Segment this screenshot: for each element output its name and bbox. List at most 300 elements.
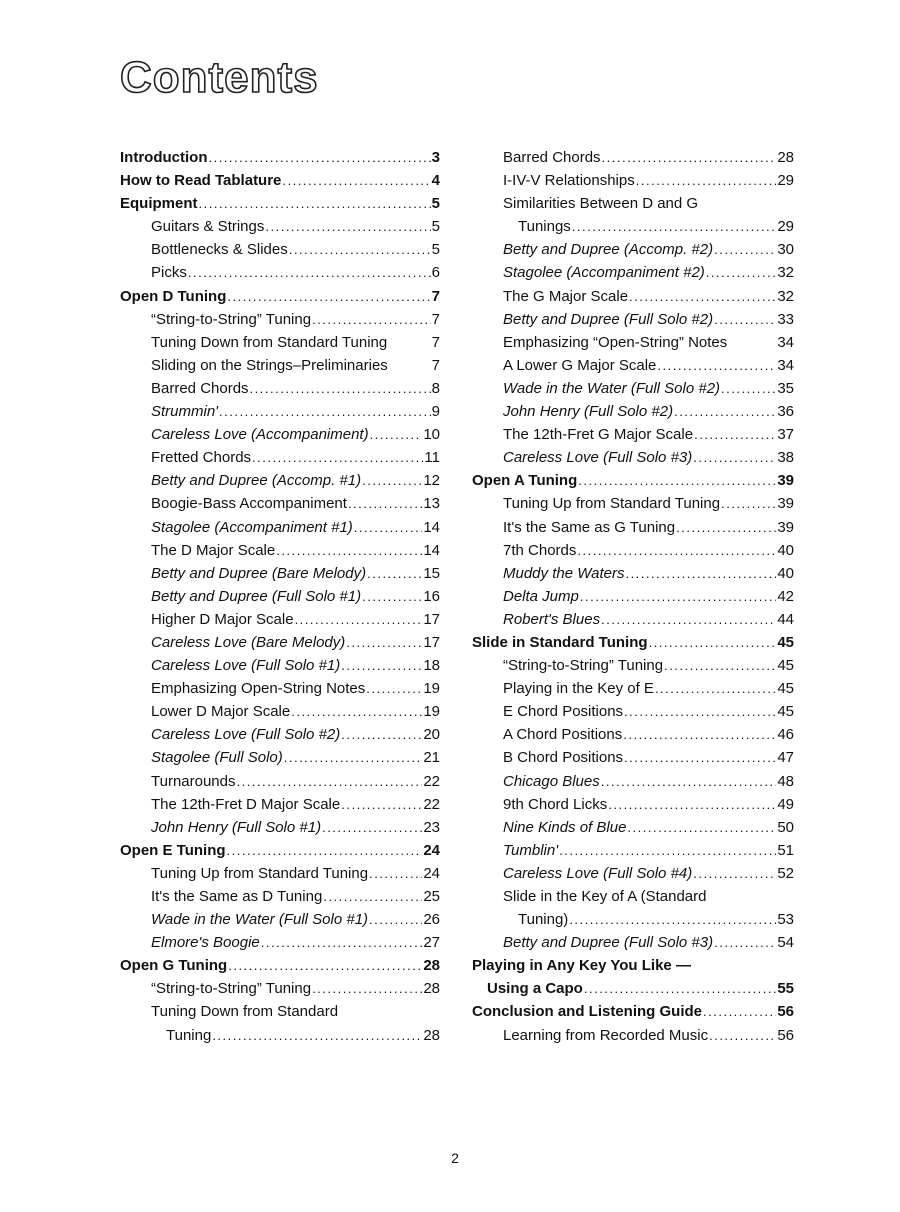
toc-entry bbox=[472, 862, 794, 885]
toc-entry-title: Tuning Down from Standard Tuning bbox=[151, 333, 388, 351]
toc-entry-title: Equipment bbox=[120, 195, 198, 213]
toc-leader-dots bbox=[362, 469, 422, 492]
toc-entry-title: Barred Chords bbox=[151, 379, 249, 397]
toc-entry-page: 34 bbox=[777, 333, 794, 351]
toc-leader-dots bbox=[366, 677, 422, 700]
toc-entry-title: Careless Love (Full Solo #3) bbox=[503, 449, 693, 467]
toc-entry-page: 4 bbox=[431, 172, 440, 190]
toc-leader-dots bbox=[624, 700, 776, 723]
toc-leader-dots bbox=[199, 192, 431, 215]
toc-entry-title: Robert's Blues bbox=[503, 610, 601, 628]
toc-leader-dots bbox=[369, 908, 422, 931]
toc-entry-title: Open D Tuning bbox=[120, 287, 227, 305]
toc-entry bbox=[472, 331, 794, 354]
toc-leader-dots bbox=[676, 516, 776, 539]
toc-leader-dots bbox=[580, 585, 776, 608]
toc-entry bbox=[120, 423, 440, 446]
toc-entry-page: 26 bbox=[423, 911, 440, 929]
toc-leader-dots bbox=[341, 793, 422, 816]
toc-entry bbox=[120, 400, 440, 423]
toc-entry bbox=[472, 146, 794, 169]
toc-entry-page: 28 bbox=[423, 957, 440, 975]
toc-entry bbox=[120, 677, 440, 700]
toc-entry-page: 9 bbox=[431, 403, 440, 421]
toc-entry-title: Muddy the Waters bbox=[503, 564, 625, 582]
toc-entry bbox=[120, 770, 440, 793]
toc-leader-dots bbox=[322, 816, 422, 839]
toc-entry bbox=[120, 862, 440, 885]
toc-entry-title: John Henry (Full Solo #2) bbox=[503, 403, 674, 421]
toc-entry-page: 45 bbox=[777, 633, 794, 651]
toc-leader-dots bbox=[227, 285, 430, 308]
toc-entry-title: Betty and Dupree (Bare Melody) bbox=[151, 564, 367, 582]
toc-entry-title: Lower D Major Scale bbox=[151, 703, 291, 721]
toc-entry-title: Emphasizing Open-String Notes bbox=[151, 680, 366, 698]
toc-leader-dots bbox=[312, 308, 431, 331]
toc-leader-dots bbox=[693, 862, 776, 885]
toc-entry-page: 25 bbox=[423, 888, 440, 905]
toc-entry-page: 38 bbox=[777, 449, 794, 467]
toc-entry-title: Boogie-Bass Accompaniment bbox=[151, 495, 347, 513]
toc-entry-title: Playing in the Key of E bbox=[503, 680, 654, 698]
toc-entry-page: 12 bbox=[423, 472, 440, 490]
toc-entry bbox=[472, 839, 794, 862]
toc-leader-dots bbox=[282, 169, 430, 192]
toc-entry-title: Similarities Between D and G bbox=[503, 195, 699, 213]
toc-entry-title: It's the Same as G Tuning bbox=[503, 518, 676, 536]
toc-entry-page: 3 bbox=[431, 149, 440, 166]
toc-entry-title: Betty and Dupree (Full Solo #3) bbox=[503, 934, 714, 952]
toc-entry-page: 16 bbox=[423, 587, 440, 605]
toc-entry-page: 42 bbox=[777, 587, 794, 605]
toc-leader-dots bbox=[227, 839, 423, 862]
toc-entry bbox=[472, 285, 794, 308]
toc-leader-dots bbox=[265, 215, 430, 238]
toc-entry bbox=[120, 1024, 440, 1047]
toc-entry-page: 5 bbox=[431, 241, 440, 259]
toc-entry-page: 32 bbox=[777, 287, 794, 305]
toc-leader-dots bbox=[341, 723, 422, 746]
toc-entry bbox=[472, 215, 794, 238]
toc-entry-page: 40 bbox=[777, 541, 794, 559]
toc-entry-page: 53 bbox=[777, 911, 794, 929]
toc-entry-page: 29 bbox=[777, 172, 794, 190]
toc-entry bbox=[472, 585, 794, 608]
toc-entry bbox=[472, 516, 794, 539]
toc-entry bbox=[120, 839, 440, 862]
toc-entry bbox=[120, 539, 440, 562]
toc-entry-title: The D Major Scale bbox=[151, 541, 276, 559]
toc-entry bbox=[472, 770, 794, 793]
toc-entry-page: 22 bbox=[423, 795, 440, 813]
toc-entry-title: John Henry (Full Solo #1) bbox=[151, 818, 322, 836]
toc-entry bbox=[472, 539, 794, 562]
toc-entry-title: Stagolee (Full Solo) bbox=[151, 749, 283, 767]
toc-entry-page: 56 bbox=[777, 1026, 794, 1044]
toc-entry-title: 9th Chord Licks bbox=[503, 795, 608, 813]
toc-entry-page: 46 bbox=[777, 726, 794, 744]
toc-entry-page: 14 bbox=[423, 541, 440, 559]
toc-entry-page: 7 bbox=[431, 287, 440, 305]
toc-leader-dots bbox=[323, 885, 422, 908]
toc-entry-title: Guitars & Strings bbox=[151, 218, 265, 236]
toc-entry-page: 45 bbox=[777, 703, 794, 721]
toc-entry bbox=[120, 285, 440, 308]
toc-entry-page: 13 bbox=[423, 495, 440, 513]
toc-entry bbox=[120, 516, 440, 539]
toc-entry-title: Open A Tuning bbox=[472, 472, 578, 490]
toc-entry bbox=[472, 1024, 794, 1047]
toc-leader-dots bbox=[276, 539, 422, 562]
toc-entry-page: 28 bbox=[777, 149, 794, 166]
toc-entry-title: Emphasizing “Open-String” Notes bbox=[503, 333, 728, 351]
toc-leader-dots bbox=[627, 816, 776, 839]
toc-leader-dots bbox=[291, 700, 422, 723]
toc-entry bbox=[472, 793, 794, 816]
toc-entry-page: 14 bbox=[423, 518, 440, 536]
toc-entry bbox=[472, 908, 794, 931]
toc-leader-dots bbox=[289, 238, 431, 261]
toc-entry bbox=[472, 677, 794, 700]
toc-entry bbox=[472, 377, 794, 400]
toc-entry-title: “String-to-String” Tuning bbox=[151, 310, 312, 328]
toc-entry-title: Fretted Chords bbox=[151, 449, 252, 467]
toc-entry-title: Barred Chords bbox=[503, 149, 601, 166]
toc-leader-dots bbox=[623, 723, 776, 746]
toc-leader-dots bbox=[578, 469, 776, 492]
toc-leader-dots bbox=[250, 377, 431, 400]
toc-entry-title: Wade in the Water (Full Solo #2) bbox=[503, 379, 721, 397]
toc-entry bbox=[472, 400, 794, 423]
toc-entry bbox=[472, 816, 794, 839]
toc-entry-page: 37 bbox=[777, 426, 794, 444]
toc-entry bbox=[120, 977, 440, 1000]
toc-leader-dots bbox=[602, 146, 777, 169]
toc-entry bbox=[120, 908, 440, 931]
toc-entry-title: B Chord Positions bbox=[503, 749, 624, 767]
toc-entry-title: Wade in the Water (Full Solo #1) bbox=[151, 911, 369, 929]
toc-entry bbox=[120, 585, 440, 608]
toc-entry bbox=[472, 700, 794, 723]
toc-entry-title: Using a Capo bbox=[487, 980, 583, 998]
toc-entry-title: Nine Kinds of Blue bbox=[503, 818, 627, 836]
toc-entry-page: 28 bbox=[423, 980, 440, 998]
toc-entry-title: Tuning Up from Standard Tuning bbox=[503, 495, 721, 513]
toc-entry-page: 34 bbox=[777, 356, 794, 374]
toc-entry-title: Stagolee (Accompaniment #1) bbox=[151, 518, 353, 536]
toc-leader-dots bbox=[261, 931, 423, 954]
toc-entry-title: Elmore's Boogie bbox=[151, 934, 260, 952]
toc-entry-title: Conclusion and Listening Guide bbox=[472, 1003, 703, 1021]
toc-entry bbox=[472, 608, 794, 631]
toc-entry-page: 11 bbox=[424, 449, 440, 467]
toc-entry-title: Slide in the Key of A (Standard bbox=[503, 888, 707, 905]
toc-entry-page: 24 bbox=[423, 864, 440, 882]
toc-entry-page: 27 bbox=[423, 934, 440, 952]
toc-entry bbox=[120, 1000, 440, 1023]
toc-entry-title: Betty and Dupree (Accomp. #1) bbox=[151, 472, 362, 490]
toc-entry-page: 50 bbox=[777, 818, 794, 836]
toc-entry-page: 39 bbox=[777, 495, 794, 513]
toc-leader-dots bbox=[649, 631, 777, 654]
toc-entry bbox=[472, 885, 794, 908]
toc-leader-dots bbox=[212, 1024, 422, 1047]
toc-entry-page: 10 bbox=[423, 426, 440, 444]
toc-entry-page: 23 bbox=[423, 818, 440, 836]
toc-entry-page: 5 bbox=[431, 218, 440, 236]
toc-entry-title: A Chord Positions bbox=[503, 726, 623, 744]
toc-entry-page: 19 bbox=[423, 703, 440, 721]
toc-entry bbox=[120, 308, 440, 331]
toc-entry-title: Betty and Dupree (Accomp. #2) bbox=[503, 241, 714, 259]
toc-entry bbox=[120, 700, 440, 723]
toc-entry-title: Picks bbox=[151, 264, 187, 282]
toc-entry bbox=[120, 492, 440, 515]
toc-entry bbox=[472, 654, 794, 677]
toc-entry bbox=[120, 562, 440, 585]
toc-entry bbox=[120, 793, 440, 816]
toc-leader-dots bbox=[559, 839, 776, 862]
toc-entry-page: 19 bbox=[423, 680, 440, 698]
toc-entry-title: Careless Love (Full Solo #4) bbox=[503, 864, 693, 882]
toc-entry bbox=[472, 423, 794, 446]
toc-leader-dots bbox=[624, 746, 776, 769]
toc-entry-title: How to Read Tablature bbox=[120, 172, 282, 190]
toc-entry-page: 17 bbox=[423, 610, 440, 628]
toc-entry-page: 45 bbox=[777, 680, 794, 698]
toc-leader-dots bbox=[584, 977, 776, 1000]
toc-entry-title: Tuning bbox=[166, 1026, 212, 1044]
toc-leader-dots bbox=[237, 770, 423, 793]
toc-entry-page: 48 bbox=[777, 772, 794, 790]
toc-entry-title: The G Major Scale bbox=[503, 287, 629, 305]
toc-entry-page: 49 bbox=[777, 795, 794, 813]
toc-entry bbox=[472, 562, 794, 585]
toc-entry-title: A Lower G Major Scale bbox=[503, 356, 657, 374]
toc-entry-page: 56 bbox=[777, 1003, 794, 1021]
toc-entry-title: Tuning Down from Standard bbox=[151, 1003, 339, 1021]
toc-entry-page: 33 bbox=[777, 310, 794, 328]
toc-entry-title: Careless Love (Full Solo #2) bbox=[151, 726, 341, 744]
toc-entry bbox=[120, 931, 440, 954]
toc-leader-dots bbox=[693, 446, 776, 469]
toc-leader-dots bbox=[636, 169, 777, 192]
toc-entry bbox=[472, 954, 794, 977]
toc-leader-dots bbox=[219, 400, 431, 423]
toc-entry-page: 39 bbox=[777, 518, 794, 536]
toc-leader-dots bbox=[369, 862, 422, 885]
toc-leader-dots bbox=[703, 1000, 776, 1023]
toc-leader-dots bbox=[714, 238, 776, 261]
toc-entry bbox=[120, 377, 440, 400]
toc-entry bbox=[472, 308, 794, 331]
toc-entry bbox=[120, 746, 440, 769]
toc-entry-title: Delta Jump bbox=[503, 587, 579, 605]
toc-entry-page: 24 bbox=[423, 841, 440, 859]
toc-entry-title: “String-to-String” Tuning bbox=[151, 980, 312, 998]
toc-leader-dots bbox=[569, 908, 776, 931]
toc-entry-title: Chicago Blues bbox=[503, 772, 600, 790]
toc-leader-dots bbox=[721, 377, 776, 400]
toc-entry-title: Playing in Any Key You Like — bbox=[472, 957, 691, 975]
toc-leader-dots bbox=[208, 146, 430, 169]
toc-entry-title: Learning from Recorded Music bbox=[503, 1026, 709, 1044]
toc-entry-title: The 12th-Fret G Major Scale bbox=[503, 426, 694, 444]
toc-entry-title: Sliding on the Strings–Preliminaries bbox=[151, 356, 388, 374]
toc-leader-dots bbox=[572, 215, 777, 238]
toc-entry bbox=[120, 354, 440, 377]
toc-leader-dots bbox=[601, 608, 776, 631]
toc-leader-dots bbox=[354, 516, 423, 539]
toc-entry bbox=[472, 169, 794, 192]
toc-entry bbox=[120, 654, 440, 677]
toc-leader-dots bbox=[252, 446, 423, 469]
toc-entry bbox=[472, 723, 794, 746]
page-number: 2 bbox=[451, 1150, 459, 1166]
toc-leader-dots bbox=[284, 746, 423, 769]
toc-leader-dots bbox=[674, 400, 776, 423]
toc-entry bbox=[120, 631, 440, 654]
toc-entry-page: 30 bbox=[777, 241, 794, 259]
toc-entry-title: Betty and Dupree (Full Solo #2) bbox=[503, 310, 714, 328]
toc-leader-dots bbox=[362, 585, 422, 608]
toc-leader-dots bbox=[664, 654, 776, 677]
toc-entry-title: 7th Chords bbox=[503, 541, 577, 559]
toc-entry bbox=[472, 469, 794, 492]
toc-leader-dots bbox=[706, 261, 777, 284]
toc-entry-page: 54 bbox=[777, 934, 794, 952]
toc-entry-page: 55 bbox=[777, 980, 794, 998]
toc-entry-page: 20 bbox=[423, 726, 440, 744]
toc-entry-page: 52 bbox=[777, 864, 794, 882]
toc-leader-dots bbox=[346, 631, 422, 654]
toc-entry bbox=[472, 631, 794, 654]
toc-entry-title: Introduction bbox=[120, 149, 208, 166]
toc-leader-dots bbox=[655, 677, 776, 700]
toc-leader-dots bbox=[228, 954, 422, 977]
toc-entry-title: Careless Love (Accompaniment) bbox=[151, 426, 369, 444]
toc-entry bbox=[472, 492, 794, 515]
toc-leader-dots bbox=[709, 1024, 776, 1047]
toc-entry bbox=[120, 169, 440, 192]
toc-entry bbox=[120, 146, 440, 169]
toc-entry-page: 8 bbox=[431, 379, 440, 397]
toc-entry-title: Turnarounds bbox=[151, 772, 236, 790]
toc-entry-page: 29 bbox=[777, 218, 794, 236]
toc-entry-page: 18 bbox=[423, 657, 440, 675]
toc-entry-page: 28 bbox=[423, 1026, 440, 1044]
toc-leader-dots bbox=[721, 492, 776, 515]
toc-entry bbox=[120, 469, 440, 492]
toc-entry-title: Careless Love (Full Solo #1) bbox=[151, 657, 341, 675]
toc-entry bbox=[120, 215, 440, 238]
toc-leader-dots bbox=[601, 770, 777, 793]
toc-entry-page: 32 bbox=[777, 264, 794, 282]
toc-entry-page: 17 bbox=[423, 633, 440, 651]
toc-entry-title: Tumblin' bbox=[503, 841, 559, 859]
toc-entry-page: 45 bbox=[777, 657, 794, 675]
toc-entry-page: 21 bbox=[423, 749, 440, 767]
toc-entry bbox=[120, 446, 440, 469]
toc-entry bbox=[472, 192, 794, 215]
toc-entry bbox=[120, 885, 440, 908]
toc-entry-page: 47 bbox=[777, 749, 794, 767]
toc-entry bbox=[120, 954, 440, 977]
toc-entry-title: “String-to-String” Tuning bbox=[503, 657, 664, 675]
toc-entry-title: Higher D Major Scale bbox=[151, 610, 294, 628]
toc-entry-page: 15 bbox=[423, 564, 440, 582]
toc-entry-title: Bottlenecks & Slides bbox=[151, 241, 288, 259]
toc-entry-page: 36 bbox=[777, 403, 794, 421]
toc-entry bbox=[472, 238, 794, 261]
toc-entry-page: 5 bbox=[431, 195, 440, 213]
toc-leader-dots bbox=[370, 423, 423, 446]
toc-leader-dots bbox=[367, 562, 422, 585]
toc-entry-page: 6 bbox=[431, 264, 440, 282]
toc-leader-dots bbox=[657, 354, 776, 377]
toc-entry-page: 35 bbox=[777, 379, 794, 397]
toc-entry bbox=[120, 238, 440, 261]
toc-entry-title: Tuning Up from Standard Tuning bbox=[151, 864, 369, 882]
toc-leader-dots bbox=[629, 285, 776, 308]
toc-leader-dots bbox=[295, 608, 423, 631]
toc-leader-dots bbox=[714, 931, 776, 954]
toc-entry-page: 7 bbox=[431, 333, 440, 351]
toc-left-column bbox=[120, 146, 440, 1047]
toc-entry-page: 40 bbox=[777, 564, 794, 582]
toc-entry-title: Betty and Dupree (Full Solo #1) bbox=[151, 587, 362, 605]
toc-entry-title: I-IV-V Relationships bbox=[503, 172, 635, 190]
toc-entry bbox=[120, 192, 440, 215]
toc-entry-title: Tunings bbox=[518, 218, 571, 236]
toc-entry-page: 7 bbox=[431, 310, 440, 328]
toc-entry-title: It's the Same as D Tuning bbox=[151, 888, 323, 905]
toc-entry-page: 7 bbox=[431, 356, 440, 374]
toc-entry-title: Careless Love (Bare Melody) bbox=[151, 633, 346, 651]
toc-entry-title: Strummin' bbox=[151, 403, 219, 421]
toc-entry bbox=[472, 746, 794, 769]
toc-leader-dots bbox=[312, 977, 422, 1000]
toc-entry bbox=[120, 723, 440, 746]
toc-entry-title: E Chord Positions bbox=[503, 703, 624, 721]
toc-entry-title: Open G Tuning bbox=[120, 957, 228, 975]
toc-leader-dots bbox=[188, 261, 431, 284]
toc-entry bbox=[472, 1000, 794, 1023]
toc-leader-dots bbox=[608, 793, 776, 816]
toc-entry bbox=[120, 261, 440, 284]
toc-entry bbox=[120, 816, 440, 839]
toc-leader-dots bbox=[694, 423, 776, 446]
page-title: Contents bbox=[120, 53, 319, 102]
toc-leader-dots bbox=[577, 539, 776, 562]
toc-entry-title: Slide in Standard Tuning bbox=[472, 633, 648, 651]
toc-right-column bbox=[472, 146, 794, 1047]
toc-leader-dots bbox=[348, 492, 422, 515]
toc-entry-title: Tuning) bbox=[518, 911, 569, 929]
toc-entry bbox=[120, 331, 440, 354]
toc-entry bbox=[472, 977, 794, 1000]
toc-entry-title: Stagolee (Accompaniment #2) bbox=[503, 264, 705, 282]
toc-entry-page: 51 bbox=[777, 841, 794, 859]
toc-entry-title: The 12th-Fret D Major Scale bbox=[151, 795, 341, 813]
toc-entry-page: 44 bbox=[777, 610, 794, 628]
toc-leader-dots bbox=[714, 308, 776, 331]
toc-entry bbox=[472, 446, 794, 469]
toc-entry-page: 39 bbox=[777, 472, 794, 490]
toc-entry bbox=[472, 261, 794, 284]
toc-leader-dots bbox=[341, 654, 422, 677]
toc-entry bbox=[472, 354, 794, 377]
